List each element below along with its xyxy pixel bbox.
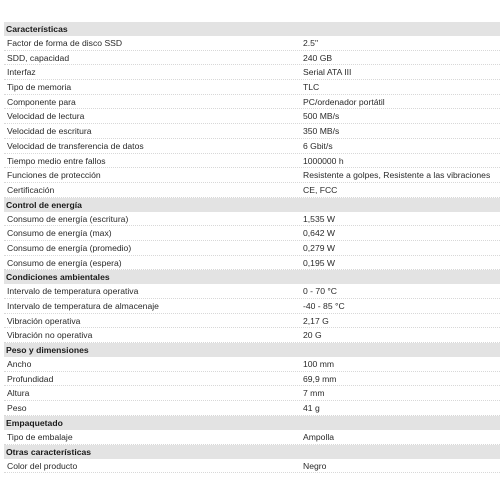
spec-value: CE, FCC bbox=[303, 184, 338, 195]
spec-row bbox=[4, 314, 500, 329]
spec-row bbox=[4, 401, 500, 416]
spec-row bbox=[4, 36, 500, 51]
spec-row bbox=[4, 183, 500, 198]
section-header-empaquetado: Empaquetado bbox=[4, 416, 500, 430]
spec-row bbox=[4, 241, 500, 256]
section-header-condiciones-ambientales: Condiciones ambientales bbox=[4, 270, 500, 284]
spec-row bbox=[4, 459, 500, 474]
spec-value: 20 G bbox=[303, 330, 322, 341]
spec-value: 0,279 W bbox=[303, 242, 336, 253]
spec-value: 2,17 G bbox=[303, 315, 329, 326]
spec-label: Color del producto bbox=[7, 460, 78, 471]
spec-value: 6 Gbit/s bbox=[303, 140, 333, 151]
spec-table bbox=[4, 22, 500, 473]
spec-value: PC/ordenador portátil bbox=[303, 96, 385, 107]
section-header-caracteristicas: Características bbox=[4, 22, 500, 36]
spec-label: Intervalo de temperatura operativa bbox=[7, 286, 139, 297]
spec-label: Ancho bbox=[7, 359, 32, 370]
spec-label: Altura bbox=[7, 388, 30, 399]
spec-row bbox=[4, 430, 500, 445]
spec-row bbox=[4, 328, 500, 343]
spec-label: Factor de forma de disco SSD bbox=[7, 38, 123, 48]
spec-label: Certificación bbox=[7, 184, 55, 195]
spec-row bbox=[4, 168, 500, 183]
spec-value: 500 MB/s bbox=[303, 111, 340, 122]
spec-label: Consumo de energía (promedio) bbox=[7, 242, 132, 253]
spec-value: 0 - 70 °C bbox=[303, 286, 338, 297]
spec-row bbox=[4, 357, 500, 372]
spec-row bbox=[4, 256, 500, 271]
spec-label: Vibración no operativa bbox=[7, 330, 93, 341]
spec-value: 2.5" bbox=[303, 38, 318, 48]
section-header-control-energia: Control de energía bbox=[4, 198, 500, 212]
spec-label: SDD, capacidad bbox=[7, 52, 70, 63]
spec-label: Velocidad de escritura bbox=[7, 126, 92, 137]
section-header-peso-dimensiones: Peso y dimensiones bbox=[4, 343, 500, 357]
spec-row bbox=[4, 80, 500, 95]
spec-row bbox=[4, 139, 500, 154]
spec-row bbox=[4, 372, 500, 387]
spec-value: 350 MB/s bbox=[303, 126, 340, 137]
spec-value: 100 mm bbox=[303, 359, 335, 370]
spec-value: Ampolla bbox=[303, 431, 335, 442]
spec-value: 41 g bbox=[303, 403, 320, 414]
spec-label: Velocidad de lectura bbox=[7, 111, 85, 122]
spec-label: Tiempo medio entre fallos bbox=[7, 155, 106, 166]
spec-label: Vibración operativa bbox=[7, 315, 81, 326]
spec-label: Consumo de energía (escritura) bbox=[7, 213, 129, 224]
spec-value: TLC bbox=[303, 82, 320, 93]
spec-label: Tipo de memoria bbox=[7, 82, 72, 93]
spec-value: 1000000 h bbox=[303, 155, 344, 166]
spec-row bbox=[4, 51, 500, 66]
spec-value: Negro bbox=[303, 460, 327, 471]
spec-row bbox=[4, 386, 500, 401]
spec-value: 240 GB bbox=[303, 52, 333, 63]
spec-row bbox=[4, 65, 500, 80]
spec-row bbox=[4, 226, 500, 241]
spec-value: -40 - 85 °C bbox=[303, 301, 345, 311]
spec-label: Intervalo de temperatura de almacenaje bbox=[7, 301, 159, 311]
spec-label: Consumo de energía (espera) bbox=[7, 257, 122, 268]
spec-row bbox=[4, 154, 500, 169]
spec-label: Profundidad bbox=[7, 373, 54, 384]
spec-row bbox=[4, 212, 500, 227]
spec-value: 69,9 mm bbox=[303, 373, 337, 384]
spec-value: Serial ATA III bbox=[303, 67, 352, 78]
spec-value: Resistente a golpes, Resistente a las vibraciones bbox=[303, 170, 491, 181]
spec-label: Interfaz bbox=[7, 67, 36, 78]
spec-label: Funciones de protección bbox=[7, 170, 101, 181]
spec-label: Componente para bbox=[7, 96, 76, 107]
spec-row bbox=[4, 124, 500, 139]
spec-value: 0,642 W bbox=[303, 228, 336, 239]
spec-value: 0,195 W bbox=[303, 257, 336, 268]
section-header-otras-caracteristicas: Otras características bbox=[4, 445, 500, 459]
spec-row bbox=[4, 95, 500, 110]
spec-label: Consumo de energía (max) bbox=[7, 228, 112, 239]
spec-label: Tipo de embalaje bbox=[7, 431, 73, 442]
spec-row bbox=[4, 109, 500, 124]
spec-row bbox=[4, 284, 500, 299]
spec-label: Peso bbox=[7, 403, 27, 414]
spec-row bbox=[4, 299, 500, 314]
spec-label: Velocidad de transferencia de datos bbox=[7, 140, 144, 151]
spec-value: 1,535 W bbox=[303, 213, 336, 224]
spec-value: 7 mm bbox=[303, 388, 325, 399]
